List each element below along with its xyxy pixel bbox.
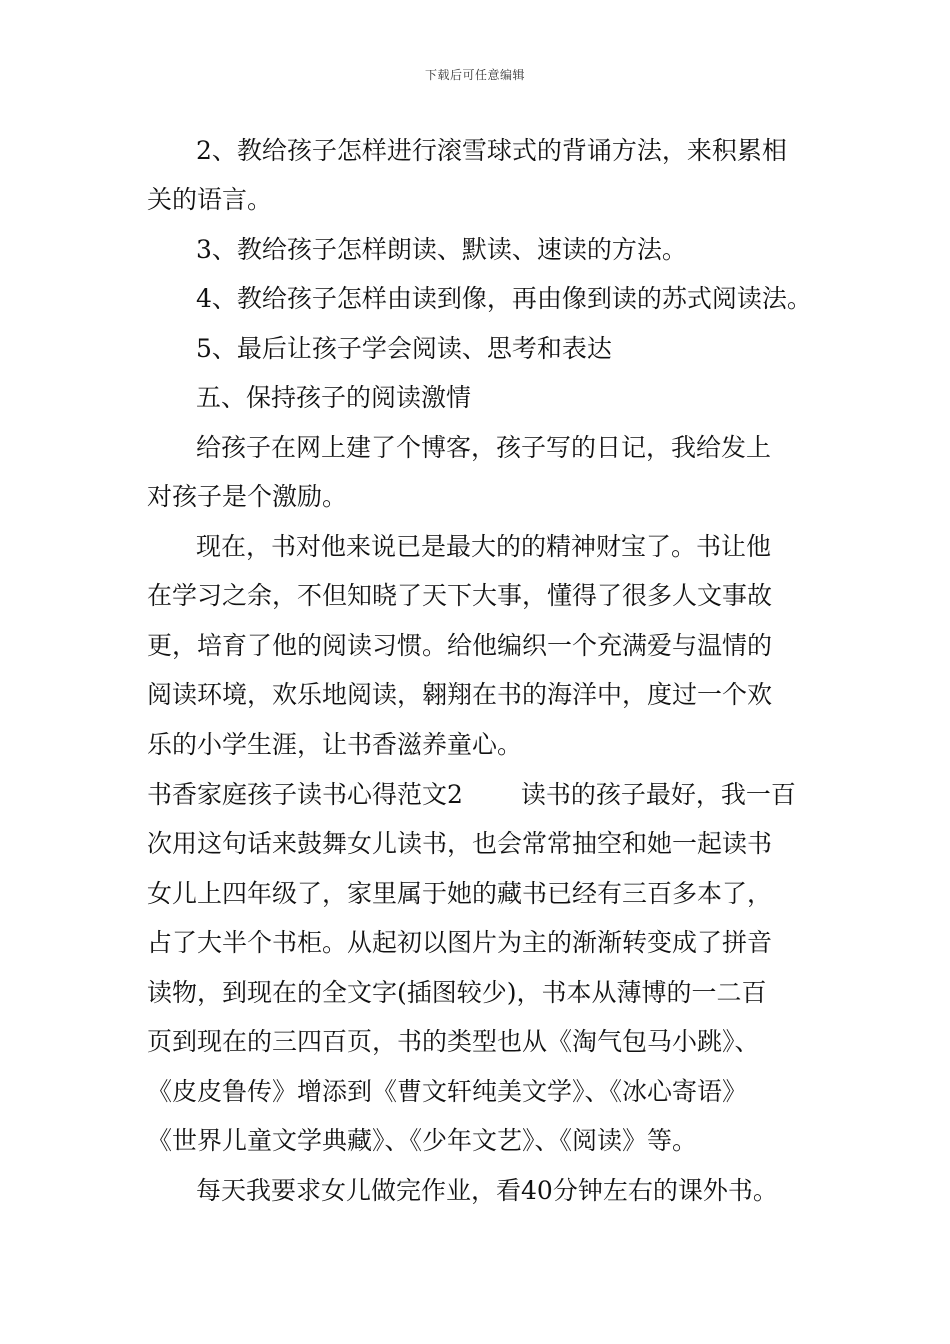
page-header: 下载后可任意编辑 [424,68,525,82]
text-line: 《世界儿童文学典藏》、《少年文艺》、《阅读》等。 [147,1126,698,1155]
article-title-line: 书香家庭孩子读书心得范文2 读书的孩子最好，我一百 [147,780,796,809]
text-line: 在学习之余，不但知晓了天下大事，懂得了很多人文事故 [147,581,773,610]
text-line: 女儿上四年级了，家里属于她的藏书已经有三百多本了， [147,879,773,908]
text-line: 5、最后让孩子学会阅读、思考和表达 [196,334,612,363]
text-line: 现在，书对他来说已是最大的的精神财宝了。书让他 [196,532,772,561]
text-line: 页到现在的三四百页，书的类型也从《淘气包马小跳》、 [147,1027,760,1056]
text-line: 给孩子在网上建了个博客，孩子写的日记，我给发上 [196,433,772,462]
text-line: 阅读环境，欢乐地阅读，翱翔在书的海洋中，度过一个欢 [147,680,773,709]
text-line: 每天我要求女儿做完作业，看40分钟左右的课外书。 [196,1176,778,1205]
text-line: 3、教给孩子怎样朗读、默读、速读的方法。 [196,235,687,264]
section-heading: 五、保持孩子的阅读激情 [196,383,472,412]
text-line: 读物，到现在的全文字(插图较少)，书本从薄博的一二百 [147,978,767,1007]
text-line: 《皮皮鲁传》增添到《曹文轩纯美文学》、《冰心寄语》 [147,1077,748,1106]
text-line: 占了大半个书柜。从起初以图片为主的渐渐转变成了拼音 [147,928,773,957]
text-line: 乐的小学生涯，让书香滋养童心。 [147,730,523,759]
text-line: 关的语言。 [147,185,273,214]
text-line: 4、教给孩子怎样由读到像，再由像到读的苏式阅读法。 [196,284,812,313]
text-line: 更，培育了他的阅读习惯。给他编织一个充满爱与温情的 [147,631,773,660]
text-line: 对孩子是个激励。 [147,482,348,511]
text-line: 次用这句话来鼓舞女儿读书，也会常常抽空和她一起读书 [147,829,773,858]
text-line: 2、教给孩子怎样进行滚雪球式的背诵方法，来积累相 [196,136,787,165]
